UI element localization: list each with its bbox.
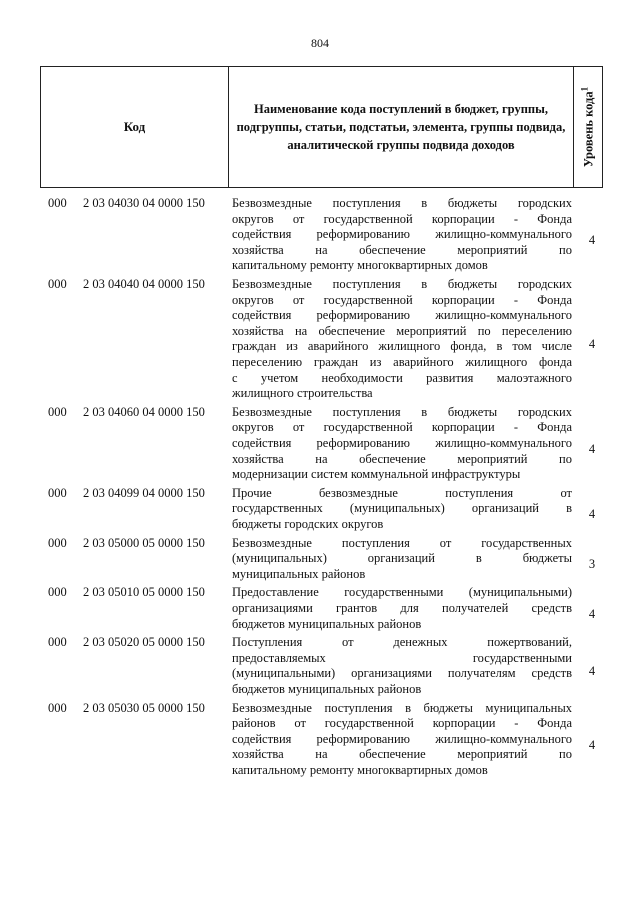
budget-code: 2 03 04099 04 0000 150 bbox=[83, 485, 205, 500]
admin-code: 000 bbox=[48, 404, 67, 419]
code-level: 4 bbox=[588, 233, 596, 247]
description-line: хозяйства на обеспечение мероприятий по bbox=[232, 451, 572, 466]
description-line: Безвозмездные поступления в бюджеты городских bbox=[232, 196, 572, 210]
description-line: капитальному ремонту многоквартирных домов bbox=[232, 258, 488, 273]
budget-code: 2 03 05010 05 0000 150 bbox=[83, 585, 205, 600]
code-level: 4 bbox=[588, 507, 596, 522]
description-line: округов от государственной корпорации - Фонда bbox=[232, 211, 572, 226]
description-line: содействия реформированию жилищно-коммунального bbox=[232, 435, 572, 450]
description-line: государственных (муниципальных) организаций в bbox=[232, 501, 572, 516]
description-line: хозяйства на обеспечение мероприятий по bbox=[232, 242, 572, 257]
table-row bbox=[0, 635, 640, 697]
table-header bbox=[40, 66, 603, 188]
table-row bbox=[0, 585, 640, 632]
code-description bbox=[232, 486, 572, 533]
table-row bbox=[0, 486, 640, 533]
code-description bbox=[232, 277, 572, 402]
code-description bbox=[232, 701, 572, 779]
budget-code: 2 03 05000 05 0000 150 bbox=[83, 535, 205, 550]
description-line: округов от государственной корпорации - Фонда bbox=[232, 420, 572, 435]
table-row bbox=[0, 277, 640, 402]
description-line: хозяйства на обеспечение мероприятий по bbox=[232, 747, 572, 762]
description-line: организациями грантов для получателей средств bbox=[232, 600, 572, 615]
description-line: содействия реформированию жилищно-коммунального bbox=[232, 227, 572, 242]
code-description bbox=[232, 635, 572, 697]
description-line: модернизации систем коммунальной инфраструктуры bbox=[232, 467, 521, 482]
budget-code: 2 03 05020 05 0000 150 bbox=[83, 635, 205, 650]
code-level: 4 bbox=[588, 441, 596, 456]
description-line: бюджетов муниципальных районов bbox=[232, 681, 422, 696]
description-line: округов от государственной корпорации - Фонда bbox=[232, 292, 572, 307]
description-line: содействия реформированию жилищно-коммунального bbox=[232, 308, 572, 323]
admin-code: 000 bbox=[48, 700, 67, 715]
description-line: хозяйства на обеспечение мероприятий по переселению bbox=[232, 323, 572, 338]
description-line: предоставляемых государственными bbox=[232, 650, 572, 665]
footnote-marker: 1 bbox=[579, 86, 590, 92]
description-line: (муниципальными) организациями получателям средств bbox=[232, 666, 572, 681]
code-level: 4 bbox=[588, 737, 596, 752]
description-line: Безвозмездные поступления в бюджеты муниципальных bbox=[232, 700, 572, 715]
budget-code: 2 03 04040 04 0000 150 bbox=[83, 277, 205, 291]
code-level: 3 bbox=[588, 556, 596, 571]
budget-code: 2 03 05030 05 0000 150 bbox=[83, 700, 205, 715]
table-row bbox=[0, 536, 640, 583]
header-code: Код bbox=[41, 67, 229, 187]
admin-code: 000 bbox=[48, 535, 67, 550]
description-line: Прочие безвозмездные поступления от bbox=[232, 485, 572, 500]
budget-code: 2 03 04030 04 0000 150 bbox=[83, 196, 205, 210]
code-level: 4 bbox=[588, 337, 596, 352]
header-level-label bbox=[579, 87, 596, 167]
admin-code: 000 bbox=[48, 277, 67, 291]
table-row bbox=[0, 405, 640, 483]
description-line: капитальному ремонту многоквартирных домов bbox=[232, 762, 488, 777]
table-row bbox=[0, 701, 640, 779]
description-line: Безвозмездные поступления в бюджеты городских bbox=[232, 277, 572, 291]
code-description bbox=[232, 405, 572, 483]
code-level: 4 bbox=[588, 606, 596, 621]
code-description bbox=[232, 536, 572, 583]
description-line: Предоставление государственными (муниципальными) bbox=[232, 585, 572, 600]
description-line: Поступления от денежных пожертвований, bbox=[232, 635, 572, 650]
table-row bbox=[0, 196, 640, 274]
description-line: Безвозмездные поступления от государственных bbox=[232, 535, 572, 550]
header-name: Наименование кода поступлений в бюджет, группы, подгруппы, статьи, подстатьи, элемента, группы подвида, аналитической группы подвида доходов bbox=[229, 67, 574, 187]
description-line: районов от государственной корпорации - Фонда bbox=[232, 716, 572, 731]
description-line: (муниципальных) организаций в бюджеты bbox=[232, 551, 572, 566]
description-line: бюджетов муниципальных районов bbox=[232, 616, 422, 631]
code-description bbox=[232, 585, 572, 632]
description-line: граждан из аварийного жилищного фонда, в том числе bbox=[232, 339, 572, 354]
description-line: переселению граждан из аварийного жилищного фонда bbox=[232, 354, 572, 369]
description-line: муниципальных районов bbox=[232, 566, 366, 581]
admin-code: 000 bbox=[48, 585, 67, 600]
code-description bbox=[232, 196, 572, 274]
admin-code: 000 bbox=[48, 635, 67, 650]
description-line: бюджеты городских округов bbox=[232, 516, 384, 531]
page-number: 804 bbox=[311, 36, 329, 50]
admin-code: 000 bbox=[48, 485, 67, 500]
description-line: с учетом необходимости развития малоэтажного bbox=[232, 370, 572, 385]
budget-code: 2 03 04060 04 0000 150 bbox=[83, 404, 205, 419]
description-line: Безвозмездные поступления в бюджеты городских bbox=[232, 404, 572, 419]
admin-code: 000 bbox=[48, 196, 67, 210]
header-level-text: Уровень кода bbox=[581, 91, 596, 168]
code-level: 4 bbox=[588, 664, 596, 679]
description-line: содействия реформированию жилищно-коммунального bbox=[232, 731, 572, 746]
header-level bbox=[574, 67, 602, 187]
description-line: жилищного строительства bbox=[232, 386, 373, 401]
